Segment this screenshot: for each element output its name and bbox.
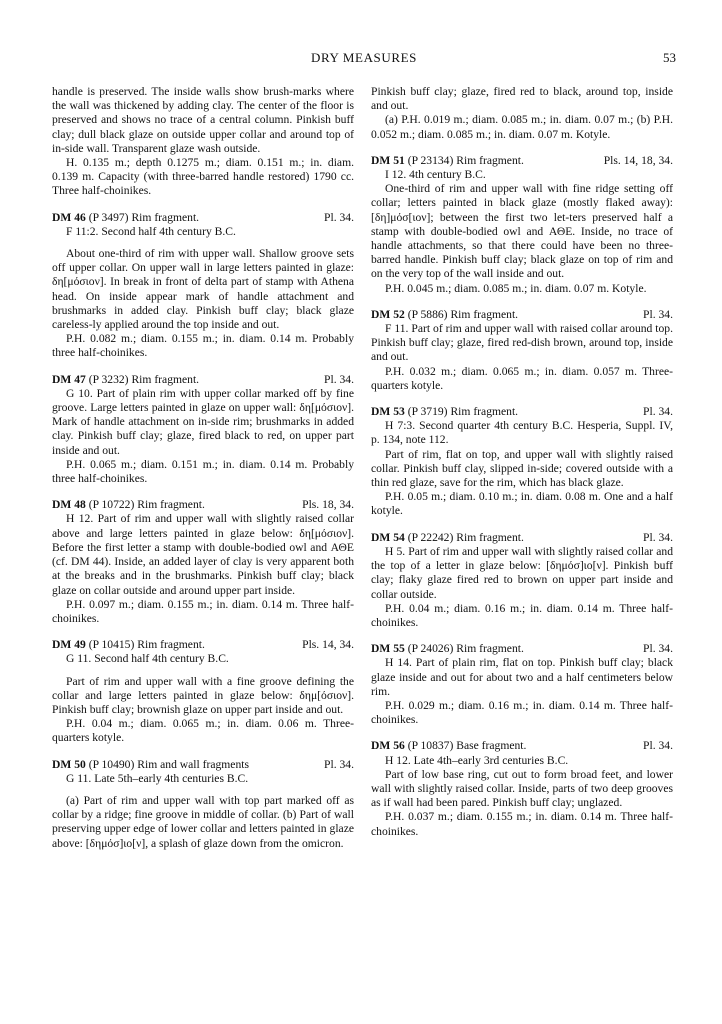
intro-dimensions: H. 0.135 m.; depth 0.1275 m.; diam. 0.151 m.; in. diam. 0.139 m. Capacity (with three-barred handle restored) 1790 cc. Three half-choinikes. [52,156,354,198]
entry-context: G 10. Part of plain rim with upper collar marked off by fine groove. Large letters painted in glaze on upper wall: δη[μόσιον]. Mark of handle attachment on in-side rim; brushmarks in added clay. Pinkish buff clay; glaze, fired black to red, on upper part inside and out. [52,386,354,457]
catalog-entry-dm55 [371,642,673,727]
inventory-number: (P 10722) [88,498,135,512]
entry-description: About one-third of rim with upper wall. Shallow groove sets off upper collar. On upper wall in large letters painted in glaze: δη[μόσιον]. In break in front of delta part of stamp with Athena head. On inside appear mark of handle attachment and brushmarks in added clay. Pinkish buff clay; black glaze careless-ly applied around the top inside and out. [52,247,354,332]
fragment-type: Rim fragment. [456,153,524,167]
entry-number: DM 55 [371,642,405,656]
entry-number: DM 51 [371,153,405,167]
entry-heading [52,638,354,652]
catalog-entry-dm48 [52,498,354,626]
fragment-type: Rim fragment. [131,210,200,224]
entry-context: G 11. Second half 4th century B.C. [66,652,229,666]
entry-context: H 12. Late 4th–early 3rd centuries B.C. [385,753,569,767]
entry-context: H 12. Part of rim and upper wall with slightly raised collar above and large letters painted in glaze below: δη[μόσιον]. Before the first letter a stamp with double-bodied owl and ΑΘΕ (cf. DM 44). Inside, an added layer of clay is very apparent both at the breaks and in the brushmarks. Pinkish buff clay; black glaze on collar outside and around upper part inside. [52,512,354,597]
fragment-type: Rim fragment. [137,498,205,512]
inventory-number: (P 23134) [407,153,454,167]
entry-heading [371,308,673,322]
fragment-type: Rim fragment. [456,642,524,656]
entry-dimensions: P.H. 0.032 m.; diam. 0.065 m.; in. diam. 0.057 m. Three-quarters kotyle. [371,364,673,392]
inventory-number: (P 3232) [88,372,129,386]
entry-context: F 11:2. Second half 4th century B.C. [66,224,236,238]
entry-dimensions: P.H. 0.04 m.; diam. 0.065 m.; in. diam. 0.06 m. Three-quarters kotyle. [52,717,354,745]
fragment-type: Rim fragment. [137,638,205,652]
continued-dimensions: (a) P.H. 0.019 m.; diam. 0.085 m.; in. diam. 0.07 m.; (b) P.H. 0.052 m.; diam. 0.085 m.; in. diam. 0.07 m. Kotyle. [371,113,673,141]
catalog-entry-dm56 [371,739,673,838]
entry-context: G 11. Late 5th–early 4th centuries B.C. [66,771,249,785]
fragment-type: Rim and wall fragments [137,757,249,771]
plate-reference: Pls. 14, 18, 34. [603,153,673,167]
entry-dimensions: P.H. 0.029 m.; diam. 0.16 m.; in. diam. 0.14 m. Three half-choinikes. [371,698,673,727]
fragment-type: Base fragment. [456,739,527,753]
inventory-number: (P 10490) [88,757,135,771]
running-title: DRY MEASURES [310,50,418,65]
entry-dimensions: P.H. 0.05 m.; diam. 0.10 m.; in. diam. 0.08 m. One and a half kotyle. [371,490,673,518]
catalog-entry-dm46 [52,211,354,361]
entry-heading [52,758,354,772]
page-header [52,50,676,72]
catalog-entry-dm54 [371,531,673,630]
plate-reference: Pl. 34. [643,739,673,753]
fragment-type: Rim fragment. [456,530,524,544]
entry-dimensions: P.H. 0.097 m.; diam. 0.155 m.; in. diam. 0.14 m. Three half-choinikes. [52,597,354,625]
catalog-entry-dm52 [371,308,673,393]
inventory-number: (P 3497) [88,210,129,224]
entry-context: H 14. Part of plain rim, flat on top. Pinkish buff clay; black glaze inside and out for about two and a half centimeters below rim. [371,656,673,698]
catalog-entry-dm51 [371,154,673,296]
continued-paragraph: Pinkish buff clay; glaze, fired red to black, around top, inside and out. [371,85,673,113]
entry-context: F 11. Part of rim and upper wall with raised collar around top. Pinkish buff clay; glaze, fired red-dish brown, around top, inside and out. [371,322,673,364]
entry-heading [371,739,673,753]
entry-dimensions: P.H. 0.037 m.; diam. 0.155 m.; in. diam. 0.14 m. Three half-choinikes. [371,810,673,838]
entry-heading [52,373,354,387]
entry-description: (a) Part of rim and upper wall with top part marked off as collar by a ridge; fine groove in middle of collar. (b) Part of wall preserving upper edge of lower collar and letters painted in glaze above: [δημόσ]ιο[ν], a splash of glaze down from the omicron. [52,793,354,850]
entry-number: DM 47 [52,372,86,386]
plate-reference: Pls. 18, 34. [302,498,354,512]
entry-dimensions: P.H. 0.082 m.; diam. 0.155 m.; in. diam. 0.14 m. Probably three half-choinikes. [52,332,354,360]
left-column [52,85,354,851]
inventory-number: (P 22242) [407,530,454,544]
catalog-entry-dm49 [52,638,354,745]
entry-dimensions: P.H. 0.045 m.; diam. 0.085 m.; in. diam. 0.07 m. Kotyle. [385,281,647,295]
plate-reference: Pl. 34. [643,307,673,321]
plate-reference: Pl. 34. [643,530,673,544]
entry-number: DM 50 [52,757,86,771]
fragment-type: Rim fragment. [450,307,519,321]
entry-heading [371,405,673,419]
entry-description: One-third of rim and upper wall with fine ridge setting off collar; letters painted in black glaze (mostly flaked away): [δη]μόσ[ιον]; between the first two let-ters preserved half a stamp with double-bodied owl and ΑΘΕ. Inside, no trace of handle attachments, so that there could have been no three-barred handle. Pinkish buff clay; black glaze on top of rim and on the very top of the wall inside and out. [371,182,673,281]
fragment-type: Rim fragment. [131,372,200,386]
plate-reference: Pls. 14, 34. [302,638,354,652]
entry-number: DM 49 [52,638,86,652]
entry-dimensions: P.H. 0.04 m.; diam. 0.16 m.; in. diam. 0.14 m. Three half-choinikes. [371,601,673,629]
entry-number: DM 53 [371,405,405,419]
plate-reference: Pl. 34. [643,405,673,419]
catalog-entry-dm53 [371,405,673,519]
entry-number: DM 48 [52,498,86,512]
entry-context: I 12. 4th century B.C. [385,168,486,182]
entry-heading [371,642,673,656]
intro-paragraph: handle is preserved. The inside walls show brush-marks where the wall was thickened by adding clay. The center of the floor is preserved and shows no trace of a central column. Pinkish buff clay; dull black glaze on outside upper collar and around top of in-side wall. Transparent glaze wash outside. [52,85,354,155]
entry-number: DM 52 [371,307,405,321]
entry-description: Part of rim, flat on top, and upper wall with slightly raised collar. Pinkish buff clay, slipped in-side; covered outside with a thin red glaze, save for the rim, which has black glaze. [371,447,673,490]
entry-dimensions: P.H. 0.065 m.; diam. 0.151 m.; in. diam. 0.14 m. Probably three half-choinikes. [52,457,354,486]
entry-description: Part of rim and upper wall with a fine groove defining the collar and large letters painted in glaze below: δημ[όσιον]. Pinkish buff clay; brownish glaze on upper part inside and out. [52,674,354,716]
inventory-number: (P 10837) [407,739,454,753]
entry-context: H 7:3. Second quarter 4th century B.C. Hesperia, Suppl. IV, p. 134, note 112. [371,419,673,447]
inventory-number: (P 10415) [88,638,135,652]
right-column [371,85,673,839]
fragment-type: Rim fragment. [450,405,519,419]
entry-description: Part of low base ring, cut out to form broad feet, and lower wall with slightly raised collar. Inside, parts of two deep grooves as if wall had been pared. Pinkish buff clay; unglazed. [371,767,673,810]
inventory-number: (P 24026) [407,642,454,656]
page-number: 53 [663,50,676,65]
entry-number: DM 46 [52,210,86,224]
entry-number: DM 54 [371,530,405,544]
plate-reference: Pl. 34. [324,372,354,386]
inventory-number: (P 5886) [407,307,448,321]
entry-heading [52,211,354,225]
plate-reference: Pl. 34. [324,210,354,224]
entry-number: DM 56 [371,739,405,753]
catalog-entry-dm47 [52,373,354,487]
entry-context: H 5. Part of rim and upper wall with slightly raised collar and the top of a letter in glaze below: [δημόσ]ιο[ν]. Pinkish buff clay; flaky glaze fired red to brown on upper part inside and collar outside. [371,544,673,601]
inventory-number: (P 3719) [407,405,448,419]
plate-reference: Pl. 34. [643,642,673,656]
entry-heading [52,498,354,512]
plate-reference: Pl. 34. [324,757,354,771]
entry-heading [371,154,673,168]
catalog-entry-dm50 [52,758,354,851]
entry-heading [371,531,673,545]
